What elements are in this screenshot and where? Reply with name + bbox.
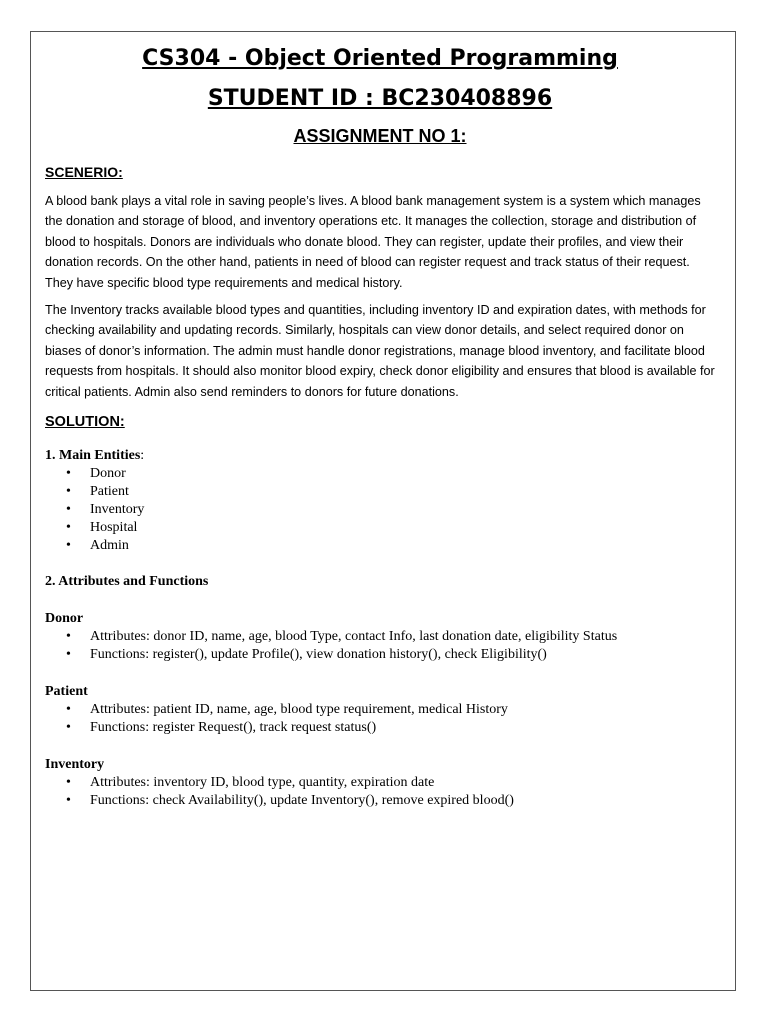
list-item: • Functions: check Availability(), update Inventory(), remove expired blood() <box>90 792 715 810</box>
entities-heading-label: 1. Main Entities <box>45 448 141 464</box>
inventory-list <box>45 774 715 810</box>
list-item: • Functions: register(), update Profile(), view donation history(), check Eligibility() <box>90 646 715 664</box>
list-item: • Attributes: inventory ID, blood type, quantity, expiration date <box>90 774 715 792</box>
list-item: • Attributes: donor ID, name, age, blood Type, contact Info, last donation date, eligibility Status <box>90 628 715 646</box>
list-item: • Hospital <box>90 519 715 537</box>
document-content <box>45 44 715 810</box>
donor-list <box>45 628 715 664</box>
entities-heading <box>45 447 715 465</box>
patient-heading <box>45 683 715 701</box>
student-id: STUDENT ID : BC230408896 <box>207 86 553 111</box>
inventory-heading-label: Inventory <box>45 757 105 773</box>
scenario-paragraph-2: The Inventory tracks available blood types and quantities, including inventory ID and expiration dates, with methods for checking availability and updating records. Similarly, hospitals can view donor details, and select required donor on biases of donor’s information. The admin must handle donor registrations, manage blood inventory, and facilitate blood requests from hospitals. It should also monitor blood expiry, check donor eligibility and ensures that blood is available for critical patients. Admin also send reminders to donors for future donations. <box>45 303 715 399</box>
scenario-paragraph-1: A blood bank plays a vital role in saving people’s lives. A blood bank management system is a system which manages the donation and storage of blood, and inventory operations etc. It manages the collection, storage and distribution of blood to hospitals. Donors are individuals who donate blood. They can register, update their profiles, and view their donation records. On the other hand, patients in need of blood can register request and track status of their request. They have specific blood type requirements and medical history. <box>45 194 701 290</box>
patient-list <box>45 701 715 737</box>
list-item: • Donor <box>90 465 715 483</box>
donor-heading-label: Donor <box>45 611 84 627</box>
list-item: • Admin <box>90 537 715 555</box>
list-item: • Functions: register Request(), track request status() <box>90 719 715 737</box>
donor-heading <box>45 610 715 628</box>
entities-list <box>45 465 715 555</box>
scenario-heading: SCENERIO: <box>45 164 123 180</box>
course-title: CS304 - Object Oriented Programming <box>142 46 618 71</box>
attributes-heading <box>45 573 715 591</box>
attributes-heading-label: 2. Attributes and Functions <box>45 574 209 590</box>
list-item: • Attributes: patient ID, name, age, blood type requirement, medical History <box>90 701 715 719</box>
assignment-title: ASSIGNMENT NO 1: <box>293 126 467 146</box>
patient-heading-label: Patient <box>45 684 88 700</box>
list-item: • Patient <box>90 483 715 501</box>
entities-heading-colon: : <box>140 448 145 464</box>
solution-heading: SOLUTION: <box>45 414 125 431</box>
list-item: • Inventory <box>90 501 715 519</box>
inventory-heading <box>45 756 715 774</box>
